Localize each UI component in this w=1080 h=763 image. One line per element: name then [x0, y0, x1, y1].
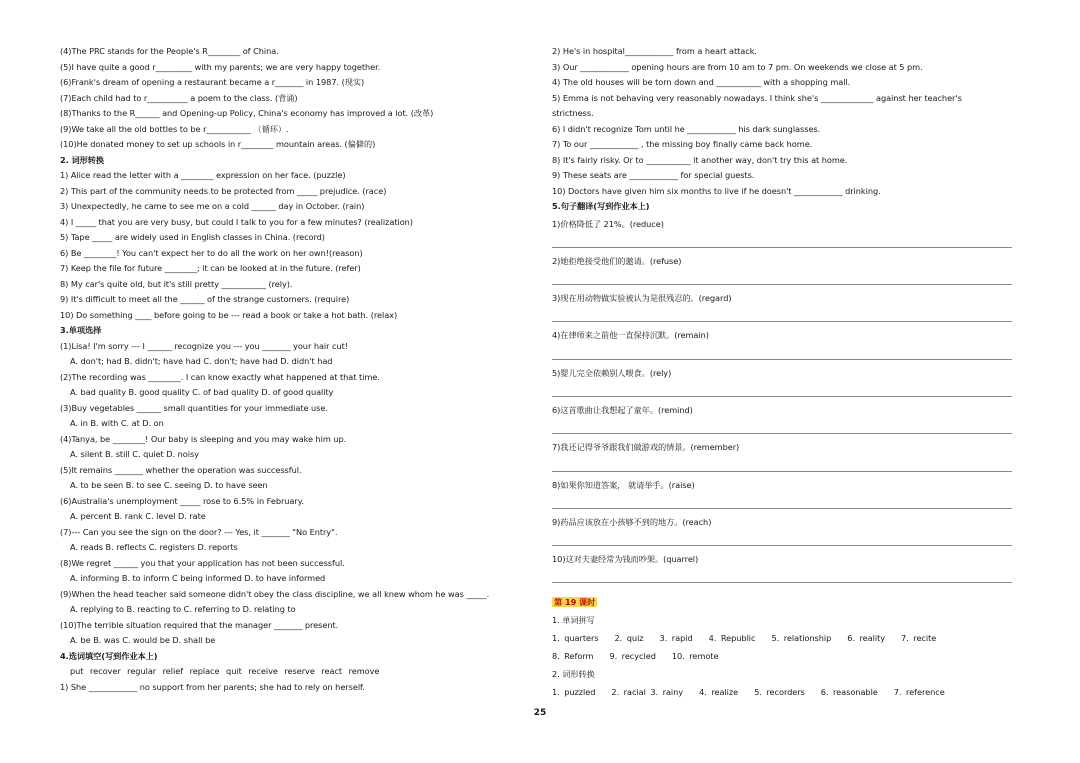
translation-prompt: 6)这首歌曲让我想起了童年。(remind) [552, 404, 693, 415]
answer-line [552, 508, 1012, 509]
text-line: 10) Do something ____ before going to be --- read a book or take a hot bath. (relax) [60, 309, 398, 320]
text-line: (4)The PRC stands for the People's R________ of China. [60, 46, 279, 56]
answer-item: 4. realize [699, 687, 739, 698]
right-column [552, 44, 1012, 701]
translation-item [552, 252, 1012, 289]
answer-item: 6. reasonable [820, 687, 878, 698]
text-line: A. in B. with C. at D. on [70, 418, 164, 428]
text-line: put recover regular relief replace quit receive reserve react remove [70, 666, 380, 676]
text-line: 7) Keep the file for future ________; it can be looked at in the future. (refer) [60, 263, 361, 273]
answer-item: 1. puzzled [552, 687, 596, 698]
text-line: A. don't; had B. didn't; have had C. don't; have had D. didn't had [70, 356, 333, 366]
translation-item [552, 215, 1012, 252]
answer-item: 7. recite [901, 633, 937, 644]
text-line: 2) He's in hospital____________ from a heart attack. [552, 46, 757, 56]
translation-item [552, 438, 1012, 475]
text-line: (1)Lisa! I'm sorry --- I ______ recognize you --- you _______ your hair cut! [60, 340, 349, 351]
translation-prompt: 8)如果你知道答案， 就请举手。(raise) [552, 479, 695, 490]
text-line: 9) It's difficult to meet all the ______ of the strange customers. (require) [60, 294, 350, 304]
answer-line [552, 359, 1012, 360]
answer-item: 4. Republic [708, 633, 756, 644]
translation-prompt: 9)药品应该放在小孩够不到的地方。(reach) [552, 516, 712, 527]
translation-item [552, 289, 1012, 326]
translation-item [552, 364, 1012, 401]
text-line: (7)Each child had to r__________ a poem to the class. (背诵) [60, 92, 298, 103]
text-line: (7)--- Can you see the sign on the door? --- Yes, it _______ "No Entry". [60, 526, 338, 537]
translation-prompt: 4)在律师来之前他一直保持沉默。(remain) [552, 330, 709, 341]
text-line: A. bad quality B. good quality C. of bad quality D. of good quality [70, 387, 334, 397]
text-line: 7) To our ____________ , the missing boy finally came back home. [552, 139, 813, 149]
text-line: 3.单项选择 [60, 325, 102, 335]
text-line: (10)He donated money to set up schools in r________ mountain areas. (偏僻的) [60, 139, 376, 149]
text-line: 3) Our ____________ opening hours are from 10 am to 7 pm. On weekends we close at 5 pm. [552, 61, 923, 72]
translation-prompt: 3)现在用动物做实验被认为是很残忍的。(regard) [552, 293, 732, 304]
text-line: 1) She ____________ no support from her parents; she had to rely on herself. [60, 681, 365, 692]
translation-item [552, 401, 1012, 438]
text-line: 8) It's fairly risky. Or to ___________ it another way, don't try this at home. [552, 154, 848, 165]
text-line: 4.选词填空(写到作业本上) [60, 650, 158, 661]
translation-item [552, 326, 1012, 363]
text-line: 5) Emma is not behaving very reasonably nowadays. I think she's _____________ against her teacher's [552, 92, 962, 103]
translation-item [552, 513, 1012, 550]
answer-item: 5. relationship [771, 633, 832, 644]
text-line: (5)I have quite a good r_________ with my parents; we are very happy together. [60, 61, 381, 72]
answer-item: 2. quiz [614, 633, 644, 644]
text-line: (4)Tanya, be ________! Our baby is sleeping and you may wake him up. [60, 433, 347, 444]
answer-item: 9. recycled [609, 651, 656, 662]
answer-row [552, 683, 1012, 701]
answer-item: 6. reality [847, 633, 886, 644]
answer-heading: 1. 单词拼写 [552, 615, 595, 626]
section-heading [552, 593, 1012, 611]
text-line: 10) Doctors have given him six months to live if he doesn't ____________ drinking. [552, 185, 881, 196]
translation-item [552, 476, 1012, 513]
translation-prompt: 2)她拒绝接受他们的邀请。(refuse) [552, 255, 682, 266]
text-line: 4) I _____ that you are very busy, but could I talk to you for a few minutes? (realization) [60, 216, 413, 227]
answer-heading: 2. 词形转换 [552, 669, 595, 680]
text-line: 5) Tape _____ are widely used in English classes in China. (record) [60, 232, 325, 242]
answer-line [552, 321, 1012, 322]
section-title: 第 19 课时 [554, 597, 596, 608]
answer-line [552, 582, 1012, 583]
translation-prompt: 1)价格降低了 21%。(reduce) [552, 218, 664, 229]
answer-line [552, 284, 1012, 285]
answer-line [552, 247, 1012, 248]
answer-row [552, 647, 1012, 665]
text-line: 9) These seats are ____________ for special guests. [552, 170, 755, 180]
text-line: 6) Be ________! You can't expect her to do all the work on her own!(reason) [60, 247, 363, 258]
text-line: (5)It remains _______ whether the operation was successful. [60, 464, 302, 475]
text-line: A. to be seen B. to see C. seeing D. to have seen [70, 480, 268, 490]
text-line: strictness. [552, 108, 594, 118]
page-number: 25 [533, 708, 547, 718]
answer-item: 3. rapid [659, 633, 693, 644]
text-line: (8)Thanks to the R______ and Opening-up Policy, China's economy has improved a lot. (改革) [60, 108, 434, 118]
text-line: (10)The terrible situation required that the manager _______ present. [60, 619, 339, 630]
answer-line [552, 433, 1012, 434]
text-line: 2) This part of the community needs to be protected from _____ prejudice. (race) [60, 185, 387, 196]
text-line: 1) Alice read the letter with a ________ expression on her face. (puzzle) [60, 170, 346, 180]
answer-line [552, 396, 1012, 397]
answer-row [552, 629, 1012, 647]
translation-prompt: 7)我还记得爷爷跟我们做游戏的情景。(remember) [552, 442, 740, 453]
text-line: (9)We take all the old bottles to be r___________ （循环）. [60, 123, 289, 134]
translation-item [552, 550, 1012, 587]
answer-item: 1. quarters [552, 633, 599, 644]
text-line: A. replying to B. reacting to C. referring to D. relating to [70, 604, 296, 614]
text-line: 6) I didn't recognize Tom until he ____________ his dark sunglasses. [552, 123, 821, 134]
text-line: 3) Unexpectedly, he came to see me on a cold ______ day in October. (rain) [60, 201, 365, 211]
text-line: (9)When the head teacher said someone didn't obey the class discipline, we all knew whom he was _____. [60, 588, 490, 599]
answer-item: 2. racial 3. rainy [611, 687, 684, 698]
answer-line [552, 471, 1012, 472]
text-line: 8) My car's quite old, but it's still pretty ___________ (rely). [60, 278, 293, 289]
text-line: 4) The old houses will be torn down and ___________ with a shopping mall. [552, 77, 851, 87]
answer-line [552, 545, 1012, 546]
text-line: (6)Frank's dream of opening a restaurant became a r_______ in 1987. (现实) [60, 77, 365, 87]
translation-prompt: 10)这对夫妻经常为钱而吵架。(quarrel) [552, 554, 699, 565]
text-line: (2)The recording was ________. I can know exactly what happened at that time. [60, 371, 380, 382]
answer-item: 5. recorders [754, 687, 805, 698]
translation-prompt: 5)婴儿完全依赖别人喂食。(rely) [552, 367, 672, 378]
text-line: (6)Australia's unemployment _____ rose to 6.5% in February. [60, 495, 304, 506]
text-line: 5.句子翻译(写到作业本上) [552, 201, 650, 211]
text-line: A. silent B. still C. quiet D. noisy [70, 449, 199, 459]
text-line: A. be B. was C. would be D. shall be [70, 635, 216, 645]
text-line: A. informing B. to inform C being informed D. to have informed [70, 573, 326, 583]
text-line: A. reads B. reflects C. registers D. reports [70, 542, 238, 552]
text-line: (8)We regret ______ you that your application has not been successful. [60, 557, 345, 568]
text-line: 2. 词形转换 [60, 154, 105, 165]
text-line: A. percent B. rank C. level D. rate [70, 511, 206, 521]
answer-item: 8. Reform [552, 651, 594, 662]
answer-item: 10. remote [671, 651, 719, 662]
text-line: (3)Buy vegetables ______ small quantities for your immediate use. [60, 402, 328, 413]
left-column [60, 44, 535, 695]
answer-item: 7. reference [893, 687, 945, 698]
